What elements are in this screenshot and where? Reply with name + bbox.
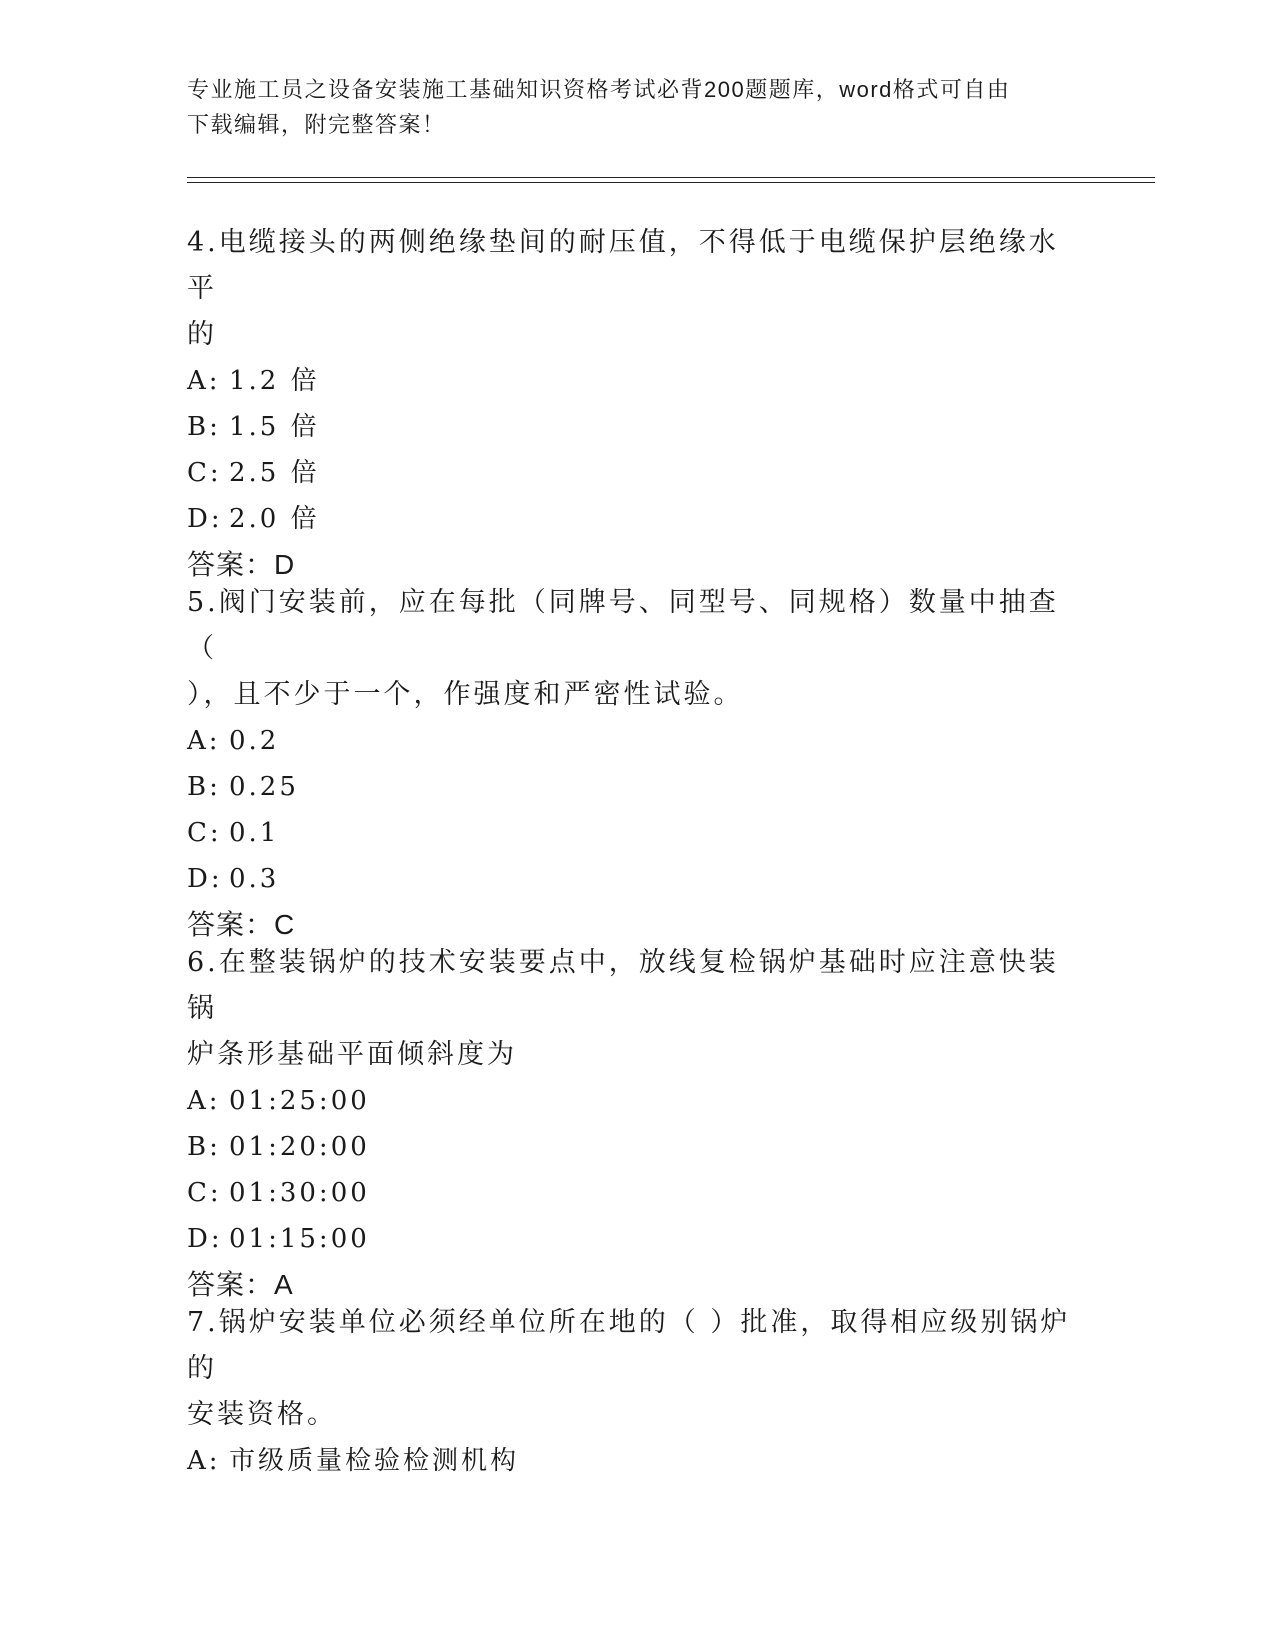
option-key: B: bbox=[187, 1132, 221, 1162]
question-stem-line-1: 4.电缆接头的两侧绝缘垫间的耐压值，不得低于电缆保护层绝缘水平 bbox=[187, 227, 1059, 304]
option-key: B: bbox=[187, 412, 221, 442]
option-key: A: bbox=[187, 1086, 221, 1116]
header-line-1: 专业施工员之设备安装施工基础知识资格考试必背200题题库，word格式可自由 bbox=[187, 77, 1011, 102]
option-text: 1.2 倍 bbox=[229, 366, 320, 396]
option-key: A: bbox=[187, 366, 221, 396]
option-key: A: bbox=[187, 726, 221, 756]
answer: 答案：C bbox=[187, 909, 296, 940]
option-text: 01:15:00 bbox=[229, 1224, 370, 1254]
option-d bbox=[187, 496, 1087, 542]
option-key: D: bbox=[187, 504, 223, 534]
document-header bbox=[187, 72, 1087, 142]
option-text: 01:30:00 bbox=[229, 1178, 370, 1208]
question-stem-line-1: 7.锅炉安装单位必须经单位所在地的（ ）批准，取得相应级别锅炉的 bbox=[187, 1307, 1071, 1384]
question-7 bbox=[187, 1300, 1087, 1484]
option-text: 1.5 倍 bbox=[229, 412, 320, 442]
option-b bbox=[187, 1124, 1087, 1170]
header-divider-bottom bbox=[187, 182, 1155, 183]
question-stem-line-2: 安装资格。 bbox=[187, 1399, 337, 1430]
question-6 bbox=[187, 940, 1087, 1308]
option-d bbox=[187, 1216, 1087, 1262]
option-text: 0.1 bbox=[229, 818, 280, 848]
option-d bbox=[187, 856, 1087, 902]
answer: 答案：A bbox=[187, 1269, 294, 1300]
question-stem-line-1: 5.阀门安装前，应在每批（同牌号、同型号、同规格）数量中抽查（ bbox=[187, 587, 1059, 664]
option-b bbox=[187, 764, 1087, 810]
answer: 答案：D bbox=[187, 549, 296, 580]
option-text: 2.0 倍 bbox=[229, 504, 320, 534]
option-text: 2.5 倍 bbox=[229, 458, 320, 488]
option-c bbox=[187, 810, 1087, 856]
option-c bbox=[187, 1170, 1087, 1216]
option-text: 0.2 bbox=[229, 726, 280, 756]
question-stem-line-2: ），且不少于一个，作强度和严密性试验。 bbox=[187, 679, 744, 710]
question-4 bbox=[187, 220, 1087, 588]
header-line-2: 下载编辑，附完整答案！ bbox=[187, 112, 446, 137]
option-a bbox=[187, 718, 1087, 764]
option-key: D: bbox=[187, 864, 223, 894]
option-key: C: bbox=[187, 1178, 222, 1208]
option-text: 0.25 bbox=[229, 772, 299, 802]
option-key: A: bbox=[187, 1446, 221, 1476]
option-text: 0.3 bbox=[229, 864, 280, 894]
option-text: 市级质量检验检测机构 bbox=[229, 1446, 520, 1476]
option-key: C: bbox=[187, 818, 222, 848]
option-b bbox=[187, 404, 1087, 450]
option-text: 01:20:00 bbox=[229, 1132, 370, 1162]
option-key: D: bbox=[187, 1224, 223, 1254]
option-a bbox=[187, 1438, 1087, 1484]
question-stem-line-2: 炉条形基础平面倾斜度为 bbox=[187, 1039, 517, 1070]
question-stem-line-1: 6.在整装锅炉的技术安装要点中，放线复检锅炉基础时应注意快装锅 bbox=[187, 947, 1059, 1024]
question-5 bbox=[187, 580, 1087, 948]
option-key: C: bbox=[187, 458, 222, 488]
header-divider-top bbox=[187, 177, 1155, 178]
option-key: B: bbox=[187, 772, 221, 802]
option-a bbox=[187, 1078, 1087, 1124]
question-stem-line-2: 的 bbox=[187, 319, 217, 350]
option-text: 01:25:00 bbox=[229, 1086, 370, 1116]
option-c bbox=[187, 450, 1087, 496]
option-a bbox=[187, 358, 1087, 404]
